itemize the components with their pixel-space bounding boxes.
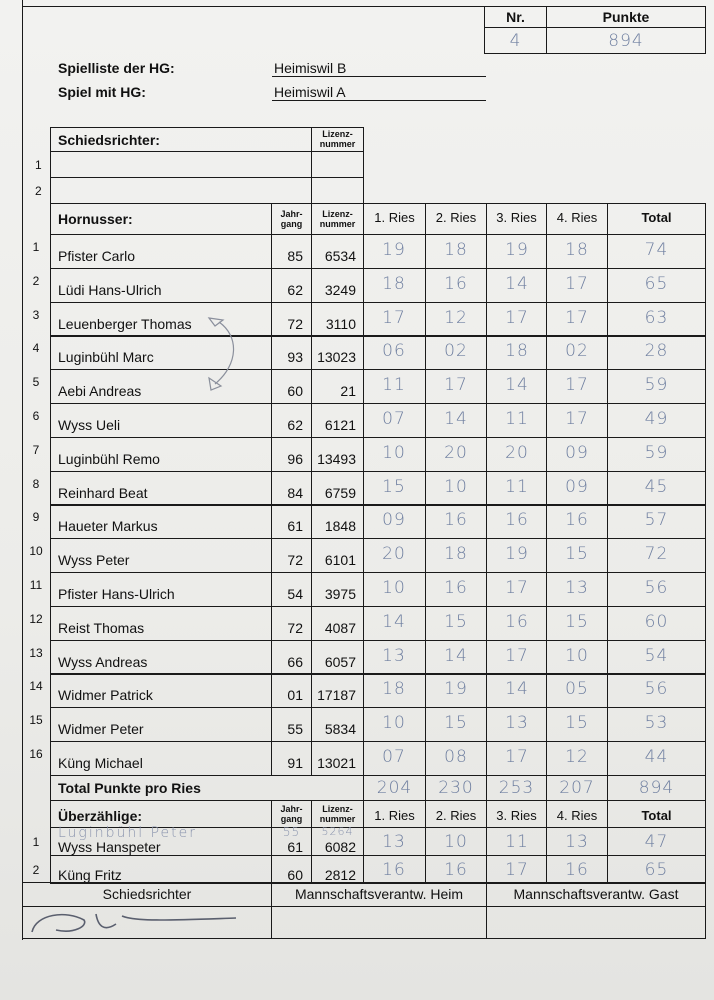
player-name: Widmer Patrick	[58, 687, 153, 703]
player-ries: 02	[565, 341, 589, 361]
schiedsrichter-row-1-lizenz	[311, 151, 364, 178]
player-name: Reinhard Beat	[58, 485, 148, 501]
ue-handwritten-jahrgang: 55	[282, 825, 301, 839]
player-ries: 19	[505, 544, 529, 564]
player-ries: 19	[444, 679, 468, 699]
player-ries: 16	[444, 510, 468, 530]
player-name: Pfister Carlo	[58, 248, 136, 264]
player-total: 44	[644, 747, 669, 767]
player-name: Wyss Peter	[58, 552, 130, 568]
player-total: 72	[644, 544, 669, 564]
nr-value: 4	[509, 31, 522, 51]
player-ries: 10	[565, 646, 589, 666]
signature-scribble	[26, 906, 266, 938]
player-ries: 20	[505, 443, 529, 463]
player-nr: 15	[29, 713, 43, 727]
player-total: 59	[644, 375, 669, 395]
player-ries: 17	[505, 747, 529, 767]
ue-lizenz-header: Lizenz- nummer	[319, 804, 356, 824]
player-ries: 19	[505, 240, 529, 260]
player-jahrgang: 85	[287, 248, 303, 264]
ries-1-header: 1. Ries	[374, 210, 415, 225]
player-ries: 17	[565, 375, 589, 395]
player-jahrgang: 72	[287, 316, 303, 332]
player-ries: 07	[382, 409, 406, 429]
ue-jahrgang: 60	[287, 867, 303, 883]
player-name: Luginbühl Marc	[58, 349, 154, 365]
player-ries: 11	[382, 375, 406, 395]
player-jahrgang: 01	[287, 687, 303, 703]
player-ries: 12	[444, 308, 468, 328]
spiel-mit-label: Spiel mit HG:	[58, 84, 146, 100]
player-jahrgang: 55	[287, 721, 303, 737]
ries-3-header: 3. Ries	[496, 210, 537, 225]
schiedsrichter-row-2-lizenz	[311, 177, 364, 204]
player-lizenz: 4087	[324, 620, 356, 636]
player-ries: 15	[382, 477, 406, 497]
player-ries: 10	[382, 713, 406, 733]
ue-name: Wyss Hanspeter	[58, 839, 161, 855]
ue-lizenz: 2812	[324, 867, 356, 883]
player-ries: 18	[382, 274, 406, 294]
ue-ries-4-header: 4. Ries	[556, 808, 598, 823]
player-nr: 10	[29, 544, 43, 558]
player-nr: 9	[32, 510, 40, 524]
player-ries: 12	[565, 747, 589, 767]
player-lizenz: 6101	[324, 552, 356, 568]
player-name: Leuenberger Thomas	[58, 316, 192, 332]
player-ries: 13	[565, 578, 589, 598]
player-name: Widmer Peter	[58, 721, 144, 737]
ue-nr: 1	[32, 835, 40, 849]
player-lizenz: 13021	[317, 755, 356, 771]
spielliste-label: Spielliste der HG:	[58, 60, 175, 76]
player-ries: 17	[444, 375, 468, 395]
player-total: 54	[644, 646, 669, 666]
player-total: 28	[644, 341, 669, 361]
player-total: 63	[644, 308, 669, 328]
player-total: 59	[644, 443, 669, 463]
player-total: 57	[644, 510, 669, 530]
spiel-mit-value: Heimiswil A	[274, 84, 346, 100]
player-ries: 16	[505, 612, 529, 632]
player-ries: 20	[382, 544, 406, 564]
player-lizenz: 6759	[324, 485, 356, 501]
player-ries: 16	[444, 578, 468, 598]
player-ries: 05	[565, 679, 589, 699]
player-ries: 17	[505, 578, 529, 598]
player-lizenz: 17187	[317, 687, 356, 703]
player-ries: 18	[565, 240, 589, 260]
player-jahrgang: 93	[287, 349, 303, 365]
player-total: 56	[644, 578, 669, 598]
player-nr: 14	[29, 679, 43, 693]
player-ries: 17	[565, 308, 589, 328]
player-nr: 6	[32, 409, 40, 423]
schiedsrichter-nr-1: 1	[35, 158, 42, 172]
player-ries: 14	[444, 409, 468, 429]
schiedsrichter-row-2	[50, 177, 312, 204]
ue-ries-2-header: 2. Ries	[435, 808, 477, 823]
total-ries-4: 207	[559, 778, 595, 798]
player-name: Luginbühl Remo	[58, 451, 160, 467]
ue-jahrgang: 61	[287, 839, 303, 855]
player-nr: 4	[32, 341, 40, 355]
spielliste-underline	[272, 76, 486, 77]
player-nr: 8	[32, 477, 40, 491]
ue-ries: 13	[382, 832, 406, 852]
player-ries: 17	[382, 308, 406, 328]
player-lizenz: 5834	[324, 721, 356, 737]
ue-ries: 16	[382, 860, 406, 880]
player-nr: 16	[29, 747, 43, 761]
player-lizenz: 3249	[324, 282, 356, 298]
total-label: Total Punkte pro Ries	[58, 780, 201, 796]
player-lizenz: 3975	[324, 586, 356, 602]
player-total: 65	[644, 274, 669, 294]
player-total: 60	[644, 612, 669, 632]
player-nr: 11	[29, 578, 43, 592]
player-name: Wyss Andreas	[58, 654, 148, 670]
player-ries: 14	[505, 274, 529, 294]
player-ries: 09	[565, 443, 589, 463]
player-ries: 11	[505, 409, 529, 429]
hornusser-title: Hornusser:	[58, 211, 133, 227]
total-ries-1: 204	[376, 778, 413, 798]
ue-jahrgang-header: Jahr- gang	[280, 804, 303, 824]
player-jahrgang: 60	[287, 383, 303, 399]
player-ries: 16	[444, 274, 468, 294]
player-ries: 15	[444, 612, 468, 632]
player-jahrgang: 72	[287, 620, 303, 636]
player-lizenz: 13023	[317, 349, 356, 365]
ries-4-header: 4. Ries	[556, 210, 598, 225]
ue-ries: 16	[444, 860, 468, 880]
nr-label: Nr.	[506, 9, 525, 25]
player-nr: 5	[32, 375, 40, 389]
player-ries: 14	[444, 646, 468, 666]
player-total: 56	[644, 679, 669, 699]
player-ries: 15	[444, 713, 468, 733]
player-total: 74	[644, 240, 669, 260]
ue-ries: 13	[565, 832, 589, 852]
ueberzaehlige-title: Überzählige:	[58, 808, 143, 824]
ue-ries-1-header: 1. Ries	[374, 808, 415, 823]
player-lizenz: 1848	[324, 518, 356, 534]
player-ries: 13	[505, 713, 529, 733]
player-ries: 17	[565, 274, 589, 294]
player-ries: 18	[505, 341, 529, 361]
player-nr: 12	[29, 612, 43, 626]
ue-nr: 2	[32, 863, 40, 877]
ue-lizenz: 6082	[324, 839, 356, 855]
player-ries: 11	[505, 477, 529, 497]
player-nr: 3	[32, 308, 40, 322]
ue-total-header: Total	[641, 808, 672, 823]
arrow-annotation	[205, 312, 245, 394]
left-frame-line	[22, 0, 23, 940]
total-header: Total	[641, 210, 672, 225]
player-name: Reist Thomas	[58, 620, 145, 636]
player-ries: 18	[444, 544, 468, 564]
total-sum: 894	[638, 778, 675, 798]
player-jahrgang: 91	[287, 755, 303, 771]
player-jahrgang: 72	[287, 552, 303, 568]
ue-ries: 17	[505, 860, 529, 880]
player-nr: 13	[29, 646, 43, 660]
player-ries: 14	[382, 612, 406, 632]
player-jahrgang: 96	[287, 451, 303, 467]
ue-total: 65	[644, 860, 669, 880]
player-name: Aebi Andreas	[58, 383, 142, 399]
player-name: Haueter Markus	[58, 518, 158, 534]
player-ries: 06	[382, 341, 406, 361]
player-jahrgang: 84	[287, 485, 303, 501]
player-ries: 15	[565, 713, 589, 733]
player-ries: 17	[505, 646, 529, 666]
player-lizenz: 13493	[317, 451, 356, 467]
player-jahrgang: 54	[287, 586, 303, 602]
player-lizenz: 6057	[324, 654, 356, 670]
punkte-label: Punkte	[602, 9, 650, 25]
ue-total: 47	[644, 832, 669, 852]
player-ries: 20	[444, 443, 468, 463]
player-jahrgang: 62	[287, 417, 303, 433]
schiedsrichter-lizenz-label: Lizenz- nummer	[319, 129, 356, 149]
player-ries: 10	[382, 443, 406, 463]
ue-ries: 10	[444, 832, 468, 852]
schiedsrichter-title: Schiedsrichter:	[58, 132, 160, 148]
ue-handwritten-lizenz: 5264	[321, 825, 354, 838]
player-nr: 1	[32, 240, 40, 254]
player-ries: 14	[505, 679, 529, 699]
player-lizenz: 6121	[324, 417, 356, 433]
player-jahrgang: 61	[287, 518, 303, 534]
player-name: Küng Michael	[58, 755, 143, 771]
player-ries: 09	[565, 477, 589, 497]
player-total: 53	[644, 713, 669, 733]
ue-handwritten-name: Luginbühl Peter	[58, 825, 197, 841]
player-nr: 2	[32, 274, 40, 288]
ue-ries: 16	[565, 860, 589, 880]
top-frame-line	[22, 6, 485, 7]
player-ries: 15	[565, 544, 589, 564]
jahrgang-header: Jahr- gang	[280, 209, 303, 229]
player-ries: 02	[444, 341, 468, 361]
ue-ries-3-header: 3. Ries	[496, 808, 537, 823]
player-ries: 10	[444, 477, 468, 497]
player-ries: 09	[382, 510, 406, 530]
player-ries: 17	[565, 409, 589, 429]
player-name: Pfister Hans-Ulrich	[58, 586, 175, 602]
total-ries-2: 230	[438, 778, 474, 798]
player-jahrgang: 62	[287, 282, 303, 298]
footer-heim: Mannschaftsverantw. Heim	[294, 886, 464, 902]
player-ries: 15	[565, 612, 589, 632]
player-ries: 13	[382, 646, 406, 666]
player-jahrgang: 66	[287, 654, 303, 670]
ue-ries: 11	[505, 832, 529, 852]
player-nr: 7	[32, 443, 40, 457]
player-lizenz: 6534	[324, 248, 356, 264]
player-ries: 18	[444, 240, 468, 260]
player-ries: 16	[565, 510, 589, 530]
player-lizenz: 3110	[325, 316, 356, 332]
footer-schiedsrichter: Schiedsrichter	[102, 886, 192, 902]
player-total: 45	[644, 477, 669, 497]
lizenz-header: Lizenz- nummer	[319, 209, 356, 229]
ries-2-header: 2. Ries	[435, 210, 477, 225]
player-lizenz: 21	[340, 383, 356, 399]
player-ries: 19	[382, 240, 406, 260]
player-ries: 18	[382, 679, 406, 699]
punkte-value: 894	[608, 31, 644, 51]
player-ries: 10	[382, 578, 406, 598]
player-total: 49	[644, 409, 669, 429]
player-ries: 07	[382, 747, 406, 767]
schiedsrichter-nr-2: 2	[35, 184, 42, 198]
player-ries: 17	[505, 308, 529, 328]
player-ries: 16	[505, 510, 529, 530]
total-ries-3: 253	[498, 778, 535, 798]
player-name: Wyss Ueli	[58, 417, 121, 433]
ue-name: Küng Fritz	[58, 867, 122, 883]
player-ries: 08	[444, 747, 468, 767]
player-name: Lüdi Hans-Ulrich	[58, 282, 162, 298]
spielliste-value: Heimiswil B	[274, 60, 347, 76]
player-ries: 14	[505, 375, 529, 395]
footer-gast: Mannschaftsverantw. Gast	[513, 886, 679, 902]
spiel-mit-underline	[272, 100, 486, 101]
schiedsrichter-row-1	[50, 151, 312, 178]
